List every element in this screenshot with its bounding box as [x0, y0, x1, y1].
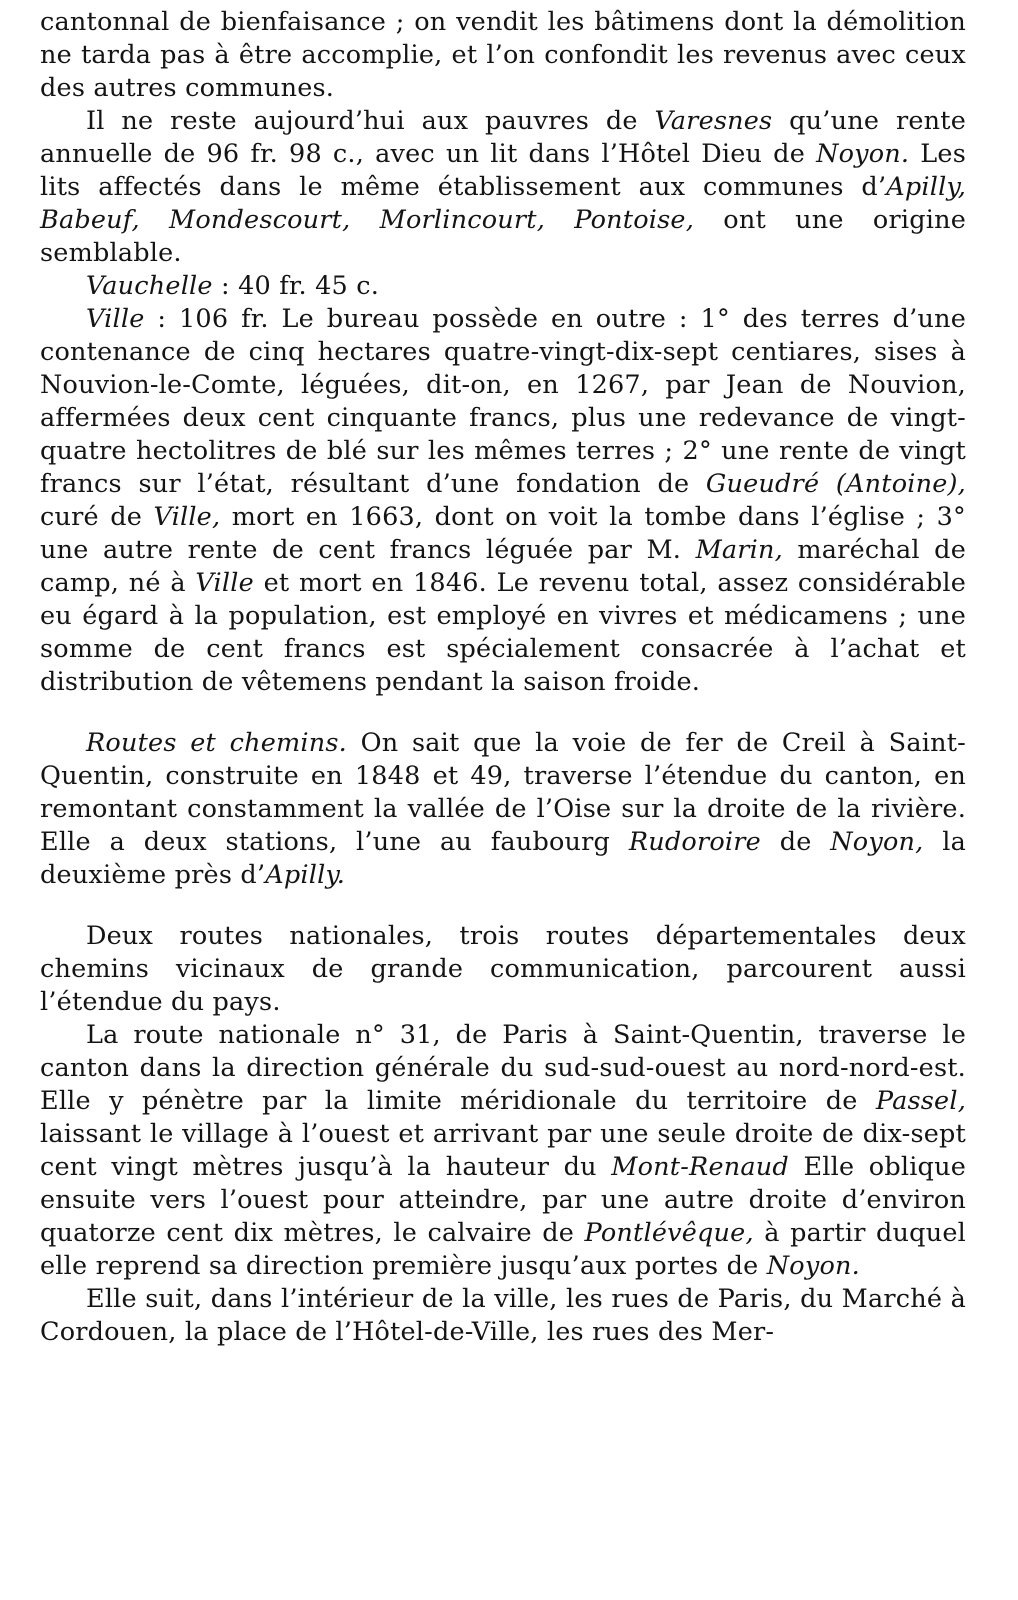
italic-text-segment: Mont-Renaud — [611, 1152, 789, 1182]
paragraph-vauchelle — [40, 270, 966, 303]
italic-text-segment: Apilly, Babeuf, Mondescourt, Morlincourt, Pontoise, — [40, 172, 966, 235]
paragraph-bienfaisance — [40, 6, 966, 105]
text-segment: Elle suit, dans l’intérieur de la ville, les rues de Paris, du Marché à Cordouen, la place de l’Hôtel-de-Ville, les rues des Mer- — [40, 1284, 966, 1347]
italic-text-segment: Gueudré (Antoine), — [705, 469, 966, 499]
text-segment: et mort en 1846. Le revenu total, assez considérable eu égard à la population, est employé en vivres et médicamens ; une somme de cent francs est spécialement consacrée à l’achat et distribution de vêtemens pendant la saison froide. — [40, 568, 966, 697]
italic-text-segment: Pontlévêque, — [584, 1218, 754, 1248]
text-segment: ont une origine semblable. — [40, 205, 966, 268]
paragraph-routes-et-chemins — [40, 727, 966, 892]
text-segment: La route nationale n° 31, de Paris à Saint-Quentin, traverse le canton dans la direction générale du sud-sud-ouest au nord-nord-est. Elle y pénètre par la limite méridionale du territoire de — [40, 1020, 966, 1116]
text-segment: : 40 fr. 45 c. — [212, 271, 380, 301]
italic-text-segment: Ville — [195, 568, 254, 598]
paragraph-varesnes — [40, 105, 966, 270]
italic-text-segment: Noyon, — [830, 827, 924, 857]
text-segment: : 106 fr. Le bureau possède en outre : 1° des terres d’une contenance de cinq hectares quatre-vingt-dix-sept centiares, sises à Nouvion-le-Comte, léguées, dit-on, en 1267, par Jean de Nouvion, affermées deux cent cinquante francs, plus une redevance de vingt-quatre hectolitres de blé sur les mêmes terres ; 2° une rente de vingt francs sur l’état, résultant d’une fondation de — [40, 304, 966, 499]
text-segment: laissant le village à l’ouest et arrivant par une seule droite de dix-sept cent vingt mètres jusqu’à la hauteur du — [40, 1119, 966, 1182]
paragraph-routes-nationales — [40, 920, 966, 1019]
italic-text-segment: Noyon. — [766, 1251, 860, 1281]
italic-text-segment: Ville, — [153, 502, 221, 532]
text-segment: mort en 1663, dont on voit la tombe dans l’église ; 3° une autre rente de cent francs léguée par M. — [40, 502, 966, 565]
text-segment: curé de — [40, 502, 154, 532]
italic-text-segment: Passel, — [875, 1086, 966, 1116]
paragraph-ville — [40, 303, 966, 699]
text-segment: qu’une rente annuelle de 96 fr. 98 c., avec un lit dans l’Hôtel Dieu de — [40, 106, 966, 169]
text-segment: Elle oblique ensuite vers l’ouest pour atteindre, par une autre droite d’environ quatorze cent dix mètres, le calvaire de — [40, 1152, 966, 1248]
text-segment: de — [760, 827, 831, 857]
italic-text-segment: Apilly. — [265, 860, 346, 890]
paragraph-interieur-ville — [40, 1283, 966, 1349]
text-segment: On sait que la voie de fer de Creil à Saint-Quentin, construite en 1848 et 49, traverse l’étendue du canton, en remontant constamment la vallée de l’Oise sur la droite de la rivière. Elle a deux stations, l’une au faubourg — [40, 728, 966, 857]
text-segment: Deux routes nationales, trois routes départementales deux chemins vicinaux de grande communication, parcourent aussi l’étendue du pays. — [40, 921, 966, 1017]
italic-text-segment: Varesnes — [654, 106, 773, 136]
text-body — [40, 6, 966, 1349]
text-segment: Les lits affectés dans le même établissement aux communes d’ — [40, 139, 966, 202]
italic-text-segment: Rudoroire — [628, 827, 761, 857]
italic-text-segment: Ville — [86, 304, 145, 334]
text-segment: maréchal de camp, né à — [40, 535, 966, 598]
italic-text-segment: Routes et chemins. — [86, 728, 347, 758]
text-segment: la deuxième près d’ — [40, 827, 966, 890]
paragraph-route-31 — [40, 1019, 966, 1283]
text-segment: cantonnal de bienfaisance ; on vendit les bâtimens dont la démolition ne tarda pas à être accomplie, et l’on confondit les revenus avec ceux des autres communes. — [40, 7, 966, 103]
italic-text-segment: Noyon. — [816, 139, 910, 169]
text-segment: Il ne reste aujourd’hui aux pauvres de — [86, 106, 655, 136]
italic-text-segment: Vauchelle — [86, 271, 213, 301]
text-segment: à partir duquel elle reprend sa direction première jusqu’aux portes de — [40, 1218, 966, 1281]
italic-text-segment: Marin, — [695, 535, 783, 565]
